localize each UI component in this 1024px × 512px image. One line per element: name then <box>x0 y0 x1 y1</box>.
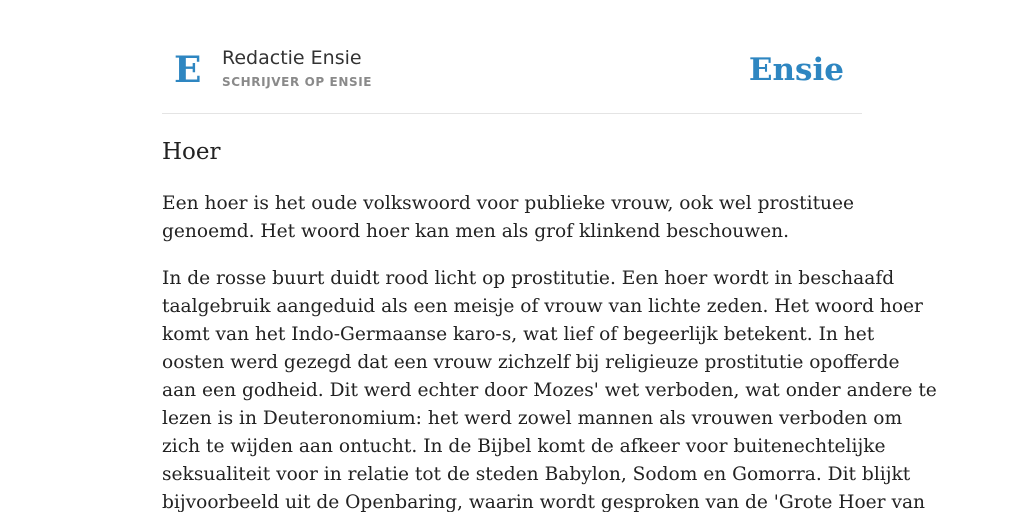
text-line: lezen is in Deuteronomium: het werd zowel mannen als vrouwen verboden om <box>162 408 903 429</box>
text-line: zich te wijden aan ontucht. In de Bijbel komt de afkeer voor buitenechtelijke <box>162 436 886 457</box>
text-line: In de rosse buurt duidt rood licht op prostitutie. Een hoer wordt in beschaafd <box>162 268 895 289</box>
ensie-logo-icon[interactable]: E <box>174 49 202 91</box>
author-name[interactable]: Redactie Ensie <box>222 47 362 69</box>
article <box>162 136 937 512</box>
text-line: seksualiteit voor in relatie tot de steden Babylon, Sodom en Gomorra. Dit blijkt <box>162 464 911 485</box>
text-line: oosten werd gezegd dat een vrouw zichzelf bij religieuze prostitutie opofferde <box>162 352 900 373</box>
text-line: komt van het Indo-Germaanse karo-s, wat lief of begeerlijk betekent. In het <box>162 324 875 345</box>
text-line: aan een godheid. Dit werd echter door Mozes' wet verboden, wat onder andere te <box>162 380 937 401</box>
text-line: taalgebruik aangeduid als een meisje of vrouw van lichte zeden. Het woord hoer <box>162 296 923 317</box>
text-line: bijvoorbeeld uit de Openbaring, waarin wordt gesproken van de 'Grote Hoer van <box>162 492 926 512</box>
text-line: Een hoer is het oude volkswoord voor publieke vrouw, ook wel prostituee <box>162 193 855 214</box>
paragraph-2 <box>162 265 937 512</box>
article-title: Hoer <box>162 139 221 165</box>
author-header <box>162 40 862 114</box>
text-line: genoemd. Het woord hoer kan men als grof klinkend beschouwen. <box>162 221 790 242</box>
author-role: SCHRIJVER OP ENSIE <box>222 75 373 89</box>
brand-logo[interactable]: Ensie <box>748 52 844 88</box>
paragraph-1 <box>162 190 862 246</box>
